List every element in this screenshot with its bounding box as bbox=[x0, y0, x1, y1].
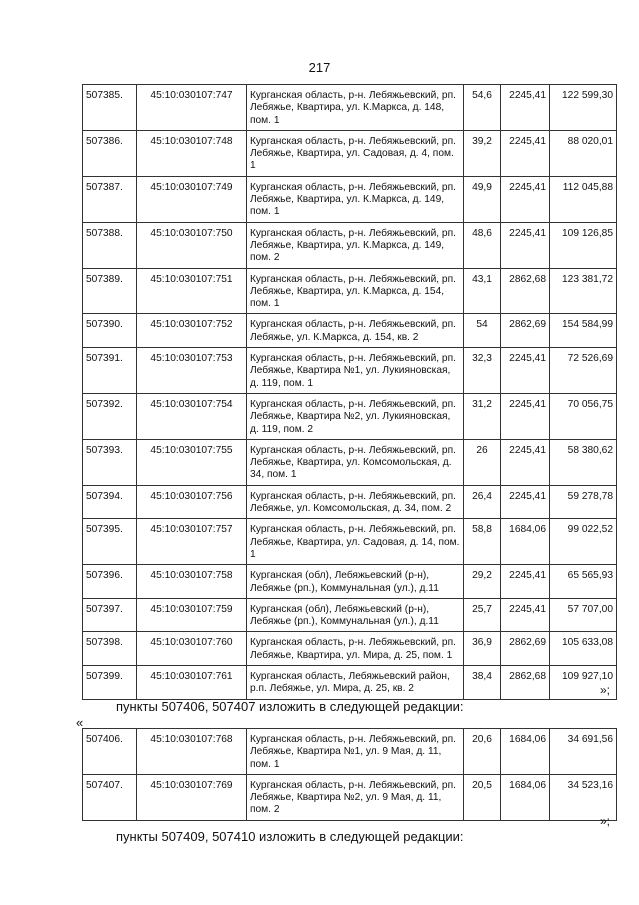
cadastral-number-cell: 45:10:030107:756 bbox=[137, 485, 247, 519]
area-cell: 43,1 bbox=[464, 268, 501, 314]
table-row bbox=[83, 632, 617, 666]
cadastral-number-cell: 45:10:030107:760 bbox=[137, 632, 247, 666]
table-row bbox=[83, 85, 617, 131]
address-cell: Курганская область, р-н. Лебяжьевский, рп. Лебяжье, ул. К.Маркса, д. 154, кв. 2 bbox=[247, 314, 464, 348]
register-table-1-body bbox=[83, 85, 617, 700]
table-row bbox=[83, 598, 617, 632]
register-table-2 bbox=[82, 728, 617, 821]
table-row bbox=[83, 314, 617, 348]
cadastral-number-cell: 45:10:030107:761 bbox=[137, 665, 247, 699]
rate-cell: 2245,41 bbox=[501, 176, 550, 222]
row-number-cell: 507398. bbox=[83, 632, 137, 666]
table-row bbox=[83, 222, 617, 268]
table-row bbox=[83, 665, 617, 699]
cadastral-number-cell: 45:10:030107:748 bbox=[137, 130, 247, 176]
cadastral-value-cell: 70 056,75 bbox=[550, 393, 617, 439]
row-number-cell: 507391. bbox=[83, 348, 137, 394]
cadastral-value-cell: 34 523,16 bbox=[550, 774, 617, 820]
address-cell: Курганская область, р-н. Лебяжьевский, рп. Лебяжье, Квартира, ул. К.Маркса, д. 148, пом. 1 bbox=[247, 85, 464, 131]
cadastral-value-cell: 72 526,69 bbox=[550, 348, 617, 394]
cadastral-number-cell: 45:10:030107:747 bbox=[137, 85, 247, 131]
cadastral-value-cell: 34 691,56 bbox=[550, 729, 617, 775]
area-cell: 20,5 bbox=[464, 774, 501, 820]
cadastral-number-cell: 45:10:030107:757 bbox=[137, 519, 247, 565]
area-cell: 32,3 bbox=[464, 348, 501, 394]
address-cell: Курганская область, р-н. Лебяжьевский, рп. Лебяжье, Квартира, ул. Мира, д. 25, пом. 1 bbox=[247, 632, 464, 666]
area-cell: 29,2 bbox=[464, 565, 501, 599]
cadastral-number-cell: 45:10:030107:749 bbox=[137, 176, 247, 222]
area-cell: 26 bbox=[464, 439, 501, 485]
cadastral-number-cell: 45:10:030107:754 bbox=[137, 393, 247, 439]
amendment-paragraph: пункты 507406, 507407 изложить в следующей редакции: bbox=[116, 699, 464, 714]
cadastral-value-cell: 112 045,88 bbox=[550, 176, 617, 222]
cadastral-value-cell: 59 278,78 bbox=[550, 485, 617, 519]
rate-cell: 2245,41 bbox=[501, 565, 550, 599]
row-number-cell: 507399. bbox=[83, 665, 137, 699]
rate-cell: 2245,41 bbox=[501, 348, 550, 394]
cadastral-number-cell: 45:10:030107:752 bbox=[137, 314, 247, 348]
table-row bbox=[83, 348, 617, 394]
address-cell: Курганская область, р-н. Лебяжьевский, рп. Лебяжье, Квартира, ул. Комсомольская, д. 34, пом. 1 bbox=[247, 439, 464, 485]
row-number-cell: 507388. bbox=[83, 222, 137, 268]
area-cell: 58,8 bbox=[464, 519, 501, 565]
rate-cell: 2245,41 bbox=[501, 598, 550, 632]
table-row bbox=[83, 393, 617, 439]
row-number-cell: 507394. bbox=[83, 485, 137, 519]
cadastral-number-cell: 45:10:030107:769 bbox=[137, 774, 247, 820]
area-cell: 39,2 bbox=[464, 130, 501, 176]
cadastral-number-cell: 45:10:030107:758 bbox=[137, 565, 247, 599]
rate-cell: 2245,41 bbox=[501, 485, 550, 519]
row-number-cell: 507386. bbox=[83, 130, 137, 176]
cadastral-number-cell: 45:10:030107:753 bbox=[137, 348, 247, 394]
row-number-cell: 507385. bbox=[83, 85, 137, 131]
rate-cell: 2245,41 bbox=[501, 222, 550, 268]
rate-cell: 1684,06 bbox=[501, 774, 550, 820]
address-cell: Курганская (обл), Лебяжьевский (р-н), Лебяжье (рп.), Коммунальная (ул.), д.11 bbox=[247, 598, 464, 632]
area-cell: 36,9 bbox=[464, 632, 501, 666]
address-cell: Курганская область, р-н. Лебяжьевский, рп. Лебяжье, Квартира, ул. К.Маркса, д. 149, пом. 1 bbox=[247, 176, 464, 222]
row-number-cell: 507392. bbox=[83, 393, 137, 439]
table-row bbox=[83, 519, 617, 565]
closing-quote: »; bbox=[599, 683, 610, 697]
rate-cell: 1684,06 bbox=[501, 519, 550, 565]
cadastral-value-cell: 109 126,85 bbox=[550, 222, 617, 268]
rate-cell: 2245,41 bbox=[501, 439, 550, 485]
address-cell: Курганская область, р-н. Лебяжьевский, рп. Лебяжье, Квартира, ул. К.Маркса, д. 149, пом. 2 bbox=[247, 222, 464, 268]
area-cell: 26,4 bbox=[464, 485, 501, 519]
row-number-cell: 507393. bbox=[83, 439, 137, 485]
rate-cell: 2862,69 bbox=[501, 632, 550, 666]
table-row bbox=[83, 729, 617, 775]
rate-cell: 2862,68 bbox=[501, 268, 550, 314]
cadastral-value-cell: 58 380,62 bbox=[550, 439, 617, 485]
cadastral-number-cell: 45:10:030107:755 bbox=[137, 439, 247, 485]
table-row bbox=[83, 565, 617, 599]
address-cell: Курганская область, р-н. Лебяжьевский, рп. Лебяжье, ул. Комсомольская, д. 34, пом. 2 bbox=[247, 485, 464, 519]
cadastral-value-cell: 65 565,93 bbox=[550, 565, 617, 599]
table-row bbox=[83, 176, 617, 222]
page-number: 217 bbox=[308, 60, 331, 75]
row-number-cell: 507407. bbox=[83, 774, 137, 820]
cadastral-value-cell: 123 381,72 bbox=[550, 268, 617, 314]
table-row bbox=[83, 439, 617, 485]
area-cell: 48,6 bbox=[464, 222, 501, 268]
address-cell: Курганская область, р-н. Лебяжьевский, рп. Лебяжье, Квартира, ул. Садовая, д. 4, пом. 1 bbox=[247, 130, 464, 176]
address-cell: Курганская область, р-н. Лебяжьевский, рп. Лебяжье, Квартира №1, ул. Лукияновская, д. 119, пом. 1 bbox=[247, 348, 464, 394]
cadastral-value-cell: 57 707,00 bbox=[550, 598, 617, 632]
cadastral-number-cell: 45:10:030107:768 bbox=[137, 729, 247, 775]
amendment-paragraph: пункты 507409, 507410 изложить в следующей редакции: bbox=[116, 829, 464, 844]
cadastral-value-cell: 122 599,30 bbox=[550, 85, 617, 131]
address-cell: Курганская область, р-н. Лебяжьевский, рп. Лебяжье, Квартира №2, ул. 9 Мая, д. 11, пом. 2 bbox=[247, 774, 464, 820]
opening-quote: « bbox=[76, 715, 84, 730]
address-cell: Курганская область, р-н. Лебяжьевский, рп. Лебяжье, Квартира, ул. К.Маркса, д. 154, пом. 1 bbox=[247, 268, 464, 314]
row-number-cell: 507397. bbox=[83, 598, 137, 632]
register-table-1 bbox=[82, 84, 617, 700]
area-cell: 49,9 bbox=[464, 176, 501, 222]
cadastral-number-cell: 45:10:030107:759 bbox=[137, 598, 247, 632]
table-row bbox=[83, 130, 617, 176]
area-cell: 38,4 bbox=[464, 665, 501, 699]
closing-quote: »; bbox=[599, 814, 610, 828]
cadastral-value-cell: 105 633,08 bbox=[550, 632, 617, 666]
row-number-cell: 507406. bbox=[83, 729, 137, 775]
rate-cell: 2245,41 bbox=[501, 130, 550, 176]
table-row bbox=[83, 268, 617, 314]
row-number-cell: 507387. bbox=[83, 176, 137, 222]
rate-cell: 2862,69 bbox=[501, 314, 550, 348]
cadastral-number-cell: 45:10:030107:750 bbox=[137, 222, 247, 268]
register-table-2-body bbox=[83, 729, 617, 821]
row-number-cell: 507395. bbox=[83, 519, 137, 565]
rate-cell: 2862,68 bbox=[501, 665, 550, 699]
row-number-cell: 507390. bbox=[83, 314, 137, 348]
area-cell: 54,6 bbox=[464, 85, 501, 131]
row-number-cell: 507389. bbox=[83, 268, 137, 314]
address-cell: Курганская область, р-н. Лебяжьевский, рп. Лебяжье, Квартира №2, ул. Лукияновская, д. 119, пом. 2 bbox=[247, 393, 464, 439]
table-row bbox=[83, 485, 617, 519]
address-cell: Курганская область, р-н. Лебяжьевский, рп. Лебяжье, Квартира №1, ул. 9 Мая, д. 11, пом. 1 bbox=[247, 729, 464, 775]
table-row bbox=[83, 774, 617, 820]
address-cell: Курганская область, р-н. Лебяжьевский, рп. Лебяжье, Квартира, ул. Садовая, д. 14, пом. 1 bbox=[247, 519, 464, 565]
rate-cell: 1684,06 bbox=[501, 729, 550, 775]
area-cell: 20,6 bbox=[464, 729, 501, 775]
address-cell: Курганская (обл), Лебяжьевский (р-н), Лебяжье (рп.), Коммунальная (ул.), д.11 bbox=[247, 565, 464, 599]
address-cell: Курганская область, Лебяжьевский район, р.п. Лебяжье, ул. Мира, д. 25, кв. 2 bbox=[247, 665, 464, 699]
rate-cell: 2245,41 bbox=[501, 393, 550, 439]
cadastral-value-cell: 154 584,99 bbox=[550, 314, 617, 348]
rate-cell: 2245,41 bbox=[501, 85, 550, 131]
row-number-cell: 507396. bbox=[83, 565, 137, 599]
cadastral-number-cell: 45:10:030107:751 bbox=[137, 268, 247, 314]
area-cell: 31,2 bbox=[464, 393, 501, 439]
area-cell: 25,7 bbox=[464, 598, 501, 632]
cadastral-value-cell: 109 927,10 bbox=[550, 665, 617, 699]
cadastral-value-cell: 99 022,52 bbox=[550, 519, 617, 565]
cadastral-value-cell: 88 020,01 bbox=[550, 130, 617, 176]
area-cell: 54 bbox=[464, 314, 501, 348]
